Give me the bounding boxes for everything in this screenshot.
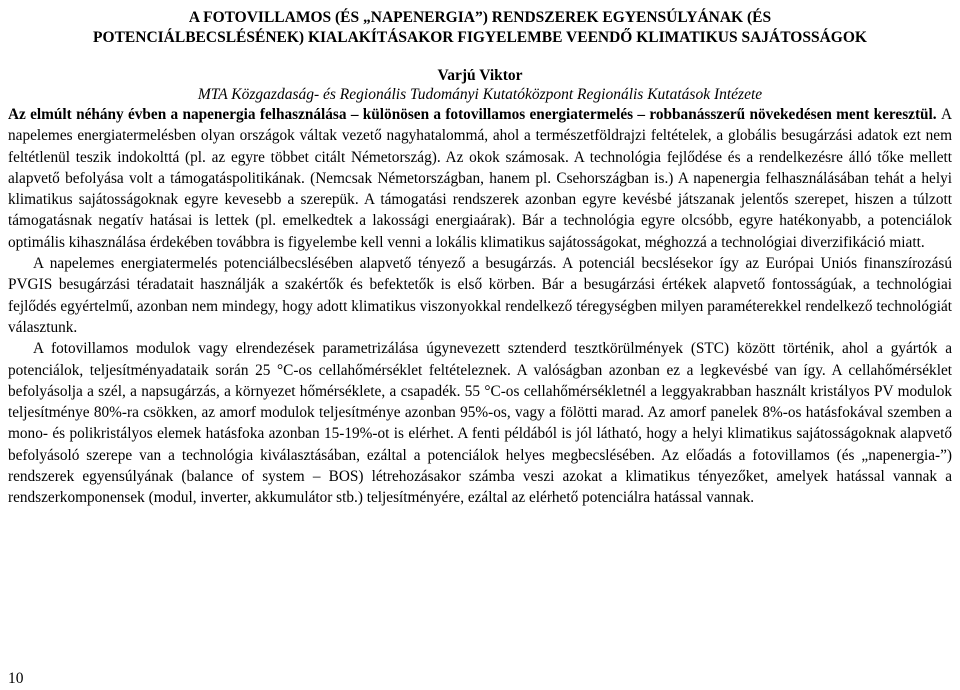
abstract-sentence	[8, 104, 952, 253]
paper-page	[8, 8, 952, 509]
abstract-text: Az elmúlt néhány évben a napenergia felhasználása – különösen a fotovillamos energiatermelés – robbanásszerű növekedésen ment keresztül.	[8, 106, 937, 123]
paper-body	[8, 104, 952, 509]
author-affiliation: MTA Közgazdaság- és Regionális Tudományi Kutatóközpont Regionális Kutatások Intézete	[197, 86, 763, 103]
page-number: 10	[8, 670, 24, 687]
body-paragraph-3: A fotovillamos modulok vagy elrendezések parametrizálása úgynevezett sztenderd tesztkörülmények (STC) között történik, ahol a gyártók a potenciálok, teljesítményadataik során 25 °C-os cellahőmérséklet feltételeznek. A valóságban azonban ez a legkevésbé van így. A cellahőmérséklet befolyásolja a szél, a napsugárzás, a környezet hőmérséklete, a csapadék. 55 °C-os cellahőmérsékletnél a leggyakrabban használt kristályos PV modulok teljesítménye 80%-ra csökken, az amorf modulok teljesítménye azonban 95%-os, vagy a fölötti marad. Az amorf panelek 8%-os hatásfokával szemben a mono- és polikristályos elemek hatásfoka azonban 15-19%-ot is elérhet. A fenti példából is jól látható, hogy a helyi klimatikus sajátosságoknak alapvető befolyásoló szerepe van a technológia kiválasztásában, ezáltal a potenciálok helyes megbecslésében. Az előadás a fotovillamos (és „napenergia-”) rendszerek egyensúlyának (balance of system – BOS) létrehozásakor számba veszi azokat a klimatikus tényezőket, amelyek hatással vannak a rendszerkomponensek (modul, inverter, akkumulátor stb.) teljesítményére, ezáltal az elérhető potenciálra hatással vannak.	[8, 340, 952, 507]
paper-title	[8, 8, 952, 48]
body-paragraph-1: A napelemes energiatermelésben olyan országok váltak vezető nagyhatalommá, ahol a természetföldrajzi feltételek, a globális besugárzási adatok ezt nem feltétlenül teszik indokolttá (pl. az egyre többet citált Németország). Az okok számosak. A technológia fejlődése és a rendelkezésre álló tőke mellett alapvető befolyása volt a támogatáspolitikának. (Nemcsak Németországban, hanem pl. Csehországban is.) A napenergia felhasználásában tehát a helyi klimatikus sajátosságoknak egyre kevesebb a szerepük. A támogatási rendszerek azonban egyre kevésbé játszanak jelentős szerepet, hiszen a túlzott támogatásnak negatív hatásai is lettek (pl. emelkedtek a lakossági energiaárak). Bár a technológia egyre olcsóbb, egyre hatékonyabb, a potenciálok optimális kihasználása érdekében továbbra is figyelembe kell venni a lokális klimatikus sajátosságokat, méghozzá a technológiai diverzifikáció miatt.	[8, 106, 953, 251]
body-paragraph-2: A napelemes energiatermelés potenciálbecslésében alapvető tényező a besugárzás. A potenciál becslésekor így az Európai Uniós finanszírozású PVGIS besugárzási téradatait használják a szakértők és befektetők is első körben. Bár a besugárzási értékek alapvető fontosságúak, a technológiai fejlődés egyértelmű, azonban nem mindegy, hogy adott klimatikus viszonyokkal rendelkező téregységben milyen paraméterekkel rendelkező technológiát választunk.	[8, 255, 952, 336]
title-line-2: POTENCIÁLBECSLÉSÉNEK) KIALAKÍTÁSAKOR FIGYELEMBE VEENDŐ KLIMATIKUS SAJÁTOSSÁGOK	[93, 29, 867, 46]
author-name: Varjú Viktor	[437, 67, 523, 84]
title-line-1: A FOTOVILLAMOS (ÉS „NAPENERGIA”) RENDSZEREK EGYENSÚLYÁNAK (ÉS	[188, 9, 772, 26]
